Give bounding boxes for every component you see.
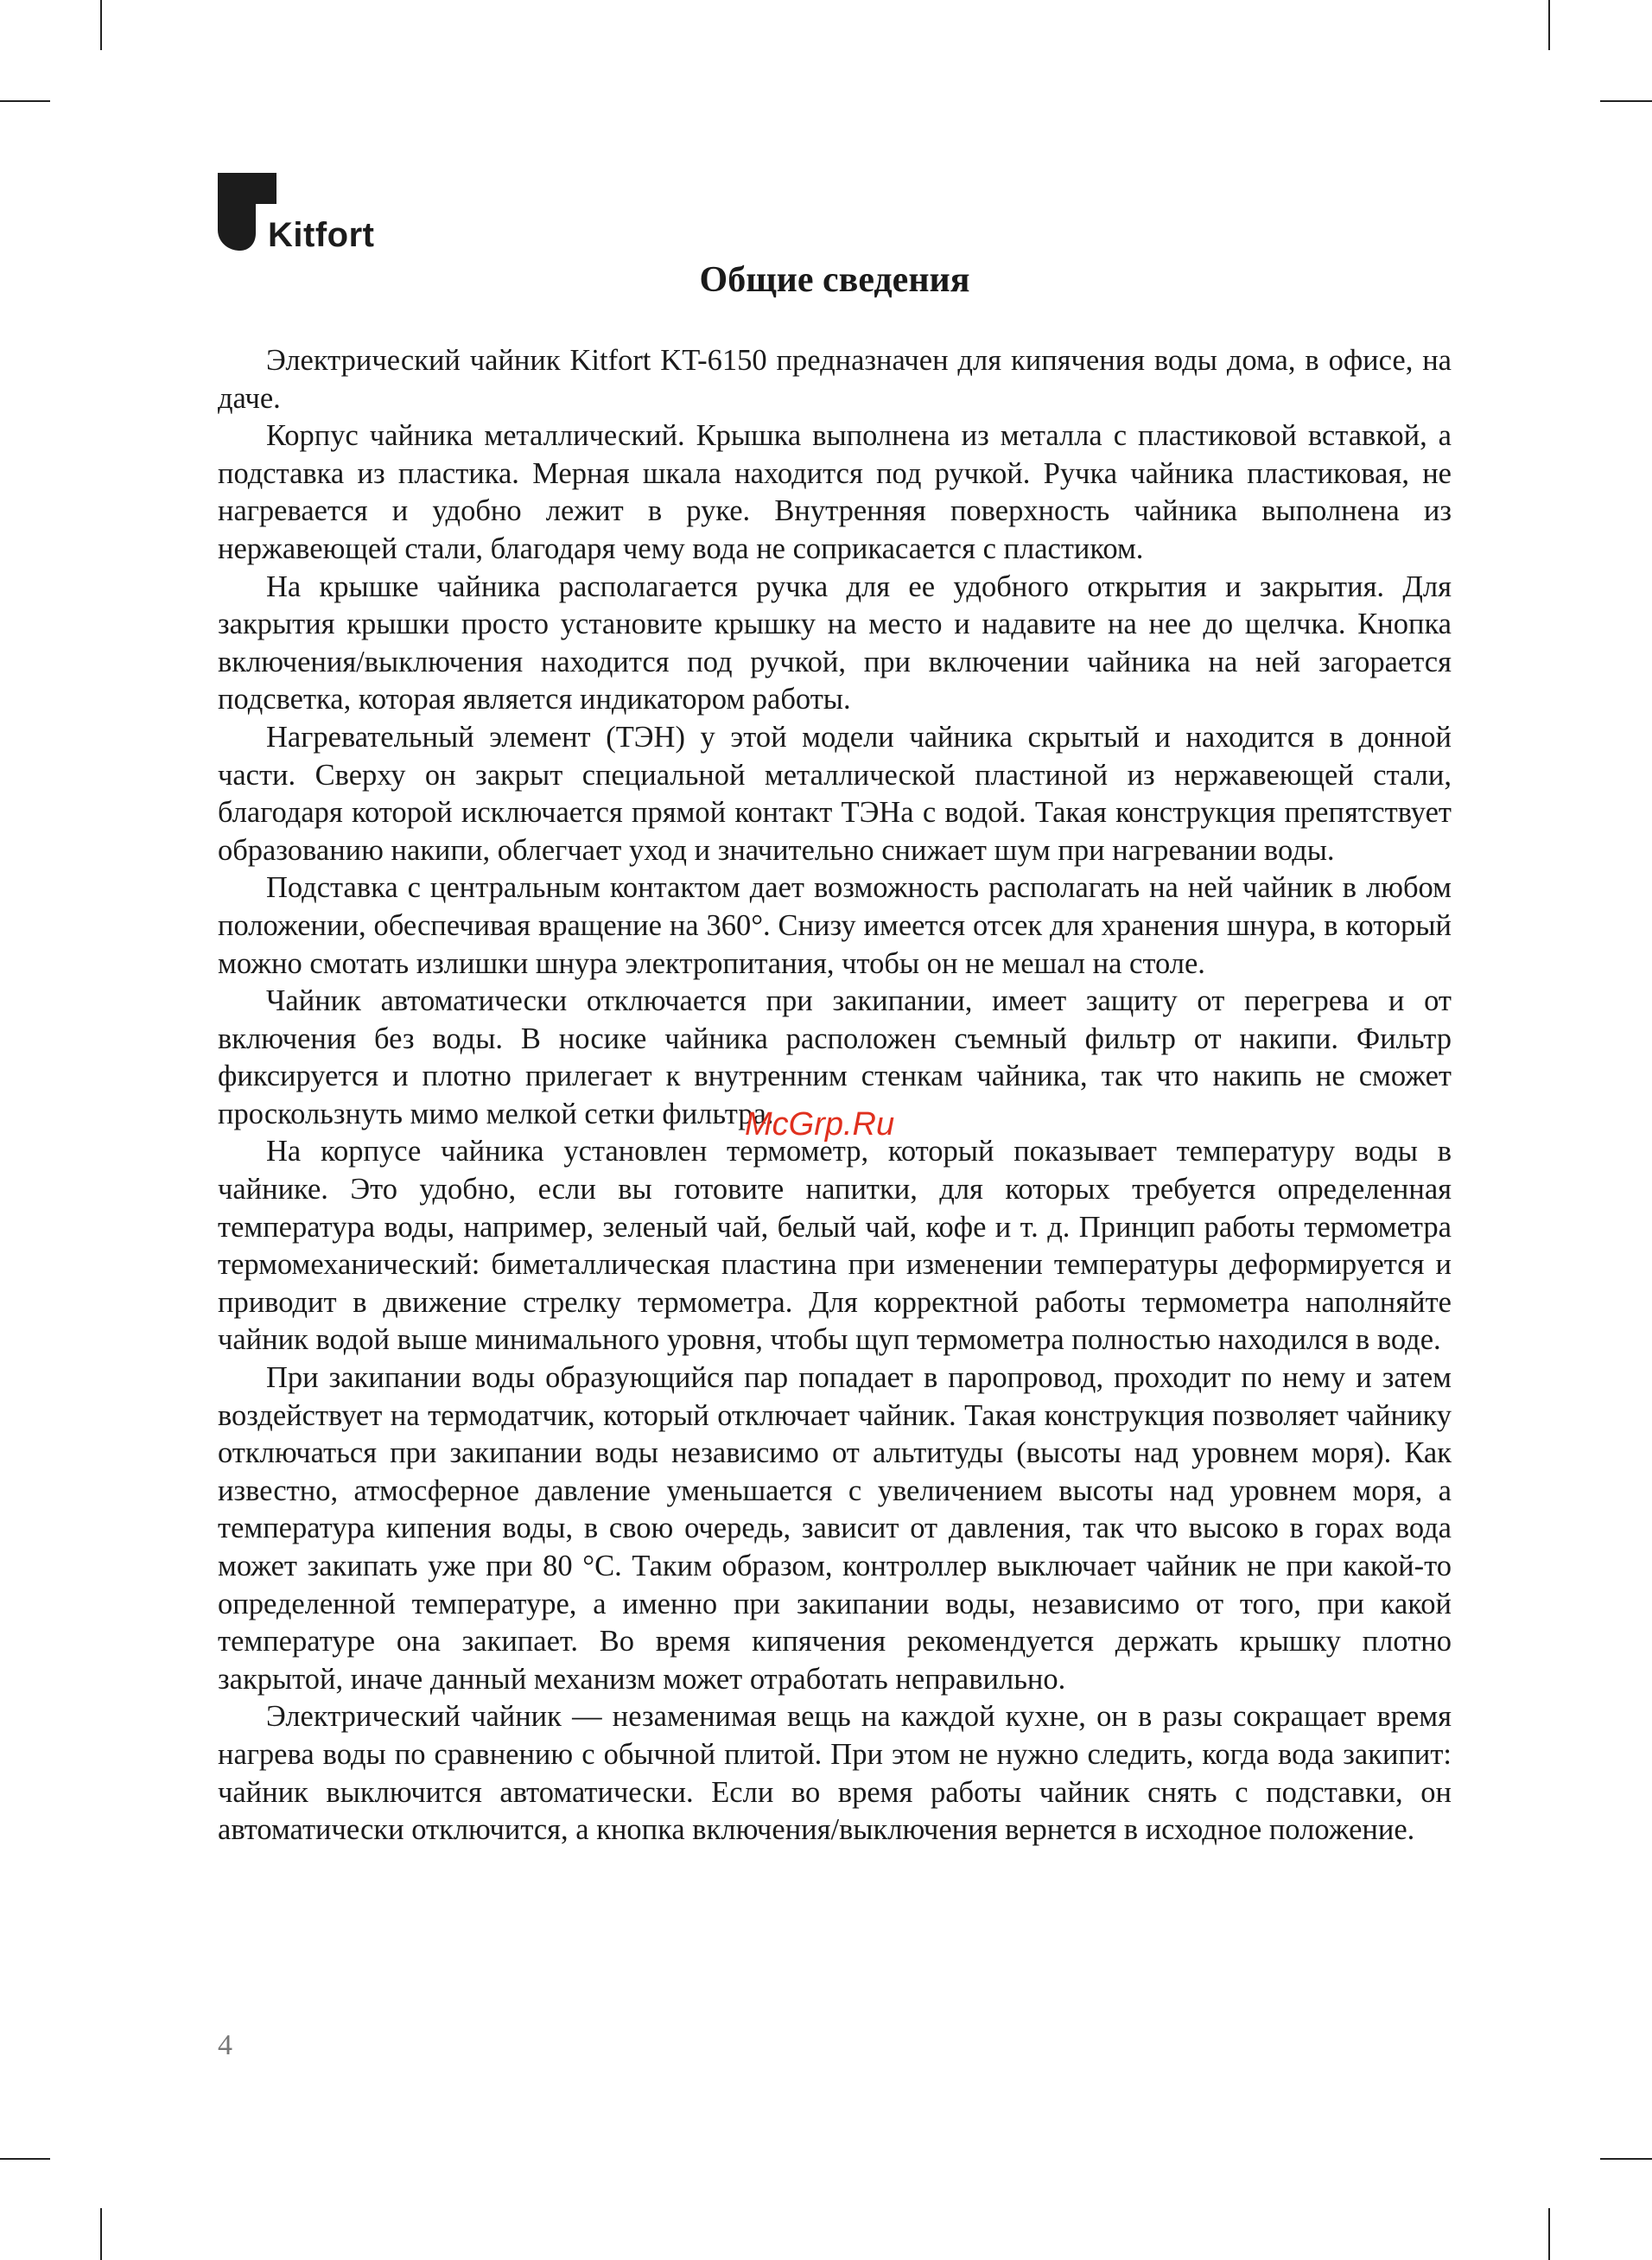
crop-mark xyxy=(1600,100,1652,102)
paragraph: На корпусе чайника установлен термометр, который показывает температуру воды в чайнике. Это удобно, если вы готовите напитки, для которых требуется определенная температура воды, например, зеленый чай, белый чай, кофе и т. д. Принцип работы термометра термомеханический: биметаллическая пластина при изменении температуры деформируется и приводит в движение стрелку термометра. Для корректной работы термометра наполняйте чайник водой выше минимального уровня, чтобы щуп термометра полностью находился в воде. xyxy=(218,1135,1452,1357)
paragraph: Электрический чайник Kitfort KT-6150 предназначен для кипячения воды дома, в офисе, на даче. xyxy=(218,344,1452,415)
page-title: Общие сведения xyxy=(699,260,970,300)
paragraph: Подставка с центральным контактом дает возможность располагать на ней чайник в любом положении, обеспечивая вращение на 360°. Снизу имеется отсек для хранения шнура, в который можно смотать излишки шнура электропитания, чтобы он не мешал на столе. xyxy=(218,871,1452,980)
crop-mark xyxy=(0,2158,50,2160)
page-number: 4 xyxy=(218,2029,232,2061)
watermark: McGrp.Ru xyxy=(745,1106,895,1143)
paragraph: На крышке чайника располагается ручка для ее удобного открытия и закрытия. Для закрытия крышки просто установите крышку на место и надавите на нее до щелчка. Кнопка включения/выключения находится под ручкой, при включении чайника на ней загорается подсветка, которая является индикатором работы. xyxy=(218,570,1452,716)
brand-name: Kitfort xyxy=(268,216,375,254)
paragraph: При закипании воды образующийся пар попадает в паропровод, проходит по нему и затем воздействует на термодатчик, который отключает чайник. Такая конструкция позволяет чайнику отключаться при закипании воды независимо от альтитуды (высоты над уровнем моря). Как известно, атмосферное давление уменьшается с увеличением высоты над уровнем моря, а температура кипения воды, в свою очередь, зависит от давления, так что высоко в горах вода может закипать уже при 80 °С. Таким образом, контроллер выключает чайник не при какой-то определенной температуре, а именно при закипании воды, независимо от того, при какой температуре она закипает. Во время кипячения рекомендуется держать крышку плотно закрытой, иначе данный механизм может отработать неправильно. xyxy=(218,1361,1452,1696)
body-text xyxy=(218,342,1452,1849)
brand-logo xyxy=(218,173,391,255)
crop-mark xyxy=(1548,2208,1550,2260)
crop-mark xyxy=(1600,2158,1652,2160)
crop-mark xyxy=(1548,0,1550,50)
paragraph: Электрический чайник — незаменимая вещь на каждой кухне, он в разы сокращает время нагрева воды по сравнению с обычной плитой. При этом не нужно следить, когда вода закипит: чайник выключится автоматически. Если во время работы чайник снять с подставки, он автоматически отключится, а кнопка включения/выключения вернется в исходное положение. xyxy=(218,1700,1452,1847)
paragraph: Корпус чайника металлический. Крышка выполнена из металла с пластиковой вставкой, а подставка из пластика. Мерная шкала находится под ручкой. Ручка чайника пластиковая, не нагревается и удобно лежит в руке. Внутренняя поверхность чайника выполнена из нержавеющей стали, благодаря чему вода не соприкасается с пластиком. xyxy=(218,419,1452,565)
crop-mark xyxy=(100,2208,102,2260)
crop-mark xyxy=(0,100,50,102)
crop-mark xyxy=(100,0,102,50)
paragraph: Чайник автоматически отключается при закипании, имеет защиту от перегрева и от включения без воды. В носике чайника расположен съемный фильтр от накипи. Фильтр фиксируется и плотно прилегает к внутренним стенкам чайника, так что накипь не сможет проскользнуть мимо мелкой сетки фильтра. xyxy=(218,984,1452,1130)
paragraph: Нагревательный элемент (ТЭН) у этой модели чайника скрытый и находится в донной части. Сверху он закрыт специальной металлической пластиной из нержавеющей стали, благодаря которой исключается прямой контакт ТЭНа с водой. Такая конструкция препятствует образованию накипи, облегчает уход и значительно снижает шум при нагревании воды. xyxy=(218,720,1452,867)
